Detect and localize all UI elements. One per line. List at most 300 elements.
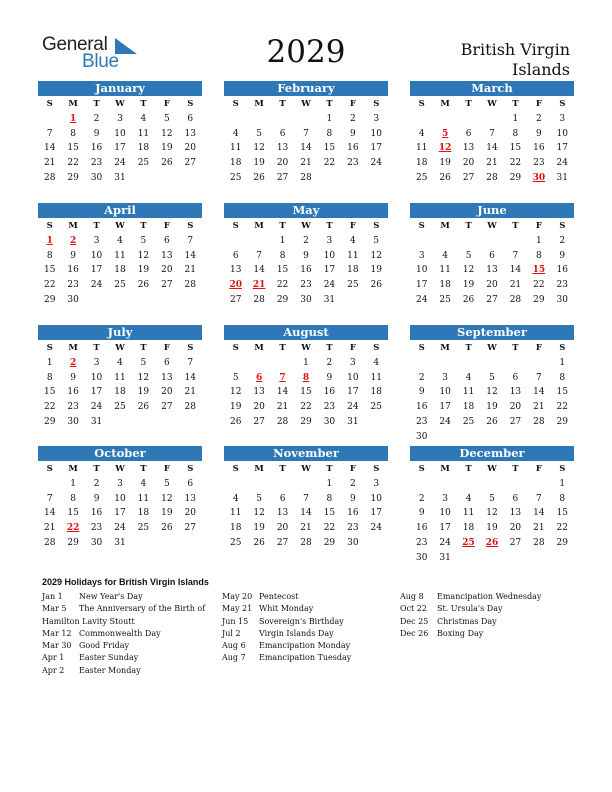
- day-cell: 7: [535, 493, 542, 504]
- day-cell: 23: [67, 280, 79, 291]
- day-cell: 11: [347, 250, 359, 261]
- weekday-label: M: [440, 221, 450, 231]
- holiday-name: Easter Monday: [79, 665, 141, 675]
- month-april: [38, 203, 202, 308]
- day-cell: 24: [439, 416, 451, 427]
- weekday-label: F: [163, 343, 170, 353]
- day-cell: 21: [300, 523, 312, 534]
- holiday-day-cell: 26: [485, 537, 499, 548]
- day-cell: 15: [67, 143, 79, 154]
- day-cell: 3: [93, 357, 100, 368]
- day-cell: 2: [535, 113, 542, 124]
- month-june: [410, 203, 574, 308]
- weekday-label: M: [68, 99, 78, 109]
- day-cell: 12: [486, 508, 498, 519]
- month-day-grid: [38, 341, 202, 430]
- day-cell: 23: [323, 402, 336, 413]
- day-cell: 3: [326, 235, 333, 246]
- weekday-label: S: [187, 221, 194, 231]
- month-day-grid: [410, 462, 574, 566]
- weekday-label: S: [232, 464, 239, 474]
- weekday-label: T: [279, 99, 286, 109]
- weekday-label: T: [140, 343, 147, 353]
- weekday-label: T: [512, 464, 519, 474]
- day-cell: 25: [137, 158, 150, 169]
- day-cell: 10: [90, 250, 103, 261]
- day-cell: 21: [533, 523, 545, 534]
- empty-day-cell: [433, 112, 456, 127]
- holiday-name: Emancipation Wednesday: [437, 592, 542, 601]
- weekday-label: F: [349, 99, 356, 109]
- weekday-label: F: [349, 221, 356, 231]
- day-cell: 18: [137, 143, 150, 154]
- month-january: [38, 81, 202, 186]
- month-title: April: [38, 203, 202, 218]
- weekday-label: M: [254, 221, 264, 231]
- holiday-date: Dec 25: [400, 616, 429, 626]
- day-cell: 10: [347, 372, 359, 383]
- weekday-label: T: [512, 99, 519, 109]
- holiday-entry: [400, 591, 575, 603]
- day-cell: 23: [300, 280, 312, 291]
- day-cell: 27: [486, 294, 498, 305]
- weekday-label: W: [487, 464, 497, 474]
- day-cell: 10: [370, 493, 382, 504]
- weekday-label: F: [535, 343, 542, 353]
- day-cell: 23: [533, 158, 545, 169]
- day-cell: 2: [93, 478, 100, 489]
- day-cell: 27: [184, 523, 196, 534]
- day-cell: 21: [43, 523, 56, 534]
- day-cell: 20: [276, 158, 289, 169]
- day-cell: 30: [67, 294, 79, 305]
- empty-day-cell: [247, 112, 270, 127]
- day-cell: 24: [370, 158, 382, 169]
- day-cell: 19: [253, 523, 265, 534]
- day-cell: 5: [373, 235, 380, 246]
- day-cell: 26: [370, 280, 382, 291]
- weekday-label: T: [279, 464, 286, 474]
- day-cell: 22: [43, 402, 56, 413]
- holiday-entry: [222, 652, 397, 664]
- day-cell: 17: [114, 143, 126, 154]
- empty-day-cell: [457, 477, 480, 492]
- holiday-name: Sovereign's Birthday: [259, 616, 344, 626]
- day-cell: 26: [161, 158, 173, 169]
- day-cell: 4: [349, 235, 356, 246]
- day-cell: 21: [184, 265, 196, 276]
- day-cell: 9: [326, 372, 333, 383]
- day-cell: 11: [229, 143, 242, 154]
- weekday-label: S: [559, 99, 566, 109]
- day-cell: 11: [439, 265, 451, 276]
- day-cell: 2: [559, 235, 566, 246]
- day-cell: 27: [509, 416, 522, 427]
- day-cell: 18: [370, 387, 382, 398]
- day-cell: 20: [184, 143, 196, 154]
- day-cell: 15: [43, 265, 56, 276]
- day-cell: 20: [486, 280, 498, 291]
- day-cell: 24: [415, 294, 428, 305]
- weekday-label: S: [418, 221, 425, 231]
- day-cell: 2: [418, 372, 425, 383]
- weekday-label: M: [254, 343, 264, 353]
- empty-day-cell: [224, 234, 247, 249]
- day-cell: 27: [276, 172, 289, 183]
- day-cell: 4: [442, 250, 448, 261]
- holiday-entry: [400, 628, 575, 640]
- day-cell: 19: [486, 402, 498, 413]
- day-cell: 9: [559, 250, 566, 261]
- day-cell: 29: [67, 537, 79, 548]
- day-cell: 19: [161, 143, 173, 154]
- day-cell: 19: [137, 387, 150, 398]
- day-cell: 18: [347, 265, 359, 276]
- day-cell: 23: [415, 537, 428, 548]
- day-cell: 13: [276, 143, 289, 154]
- holiday-day-cell: 1: [70, 113, 77, 124]
- day-cell: 12: [253, 143, 265, 154]
- day-cell: 6: [187, 478, 194, 489]
- day-cell: 11: [229, 508, 242, 519]
- weekday-label: W: [487, 221, 497, 231]
- day-cell: 31: [347, 416, 359, 427]
- day-cell: 17: [439, 402, 451, 413]
- day-cell: 13: [509, 508, 522, 519]
- holiday-name: St. Ursula's Day: [437, 604, 503, 614]
- weekday-label: S: [418, 99, 425, 109]
- day-cell: 29: [67, 172, 79, 183]
- day-cell: 29: [533, 294, 545, 305]
- day-cell: 21: [184, 387, 196, 398]
- weekday-label: S: [187, 99, 194, 109]
- holiday-name: Pentecost: [259, 592, 299, 601]
- day-cell: 30: [415, 552, 428, 563]
- day-cell: 10: [556, 128, 568, 139]
- day-cell: 17: [90, 387, 103, 398]
- month-title: August: [224, 325, 388, 340]
- day-cell: 1: [46, 357, 53, 368]
- day-cell: 14: [509, 265, 522, 276]
- month-day-grid: [410, 219, 574, 308]
- holiday-date: Apr 1: [42, 653, 65, 663]
- day-cell: 8: [326, 493, 333, 504]
- day-cell: 13: [184, 493, 196, 504]
- empty-day-cell: [480, 112, 503, 127]
- day-cell: 17: [415, 280, 428, 291]
- day-cell: 18: [462, 402, 475, 413]
- weekday-label: T: [140, 221, 147, 231]
- logo-text-blue: Blue: [82, 51, 119, 72]
- day-cell: 30: [556, 294, 568, 305]
- day-cell: 27: [184, 158, 196, 169]
- day-cell: 12: [137, 372, 150, 383]
- holiday-name: Boxing Day: [437, 628, 484, 638]
- month-title: October: [38, 446, 202, 461]
- day-cell: 17: [347, 387, 359, 398]
- holiday-day-cell: 2: [70, 357, 77, 368]
- day-cell: 6: [279, 128, 286, 139]
- day-cell: 8: [279, 250, 286, 261]
- day-cell: 22: [556, 402, 568, 413]
- day-cell: 12: [253, 508, 265, 519]
- day-cell: 26: [137, 402, 150, 413]
- day-cell: 19: [370, 265, 382, 276]
- holiday-name: Virgin Islands Day: [259, 628, 334, 638]
- weekday-label: W: [115, 221, 125, 231]
- day-cell: 18: [415, 158, 428, 169]
- day-cell: 15: [300, 387, 312, 398]
- day-cell: 21: [533, 402, 545, 413]
- weekday-label: M: [254, 99, 264, 109]
- day-cell: 4: [232, 493, 239, 504]
- empty-day-cell: [224, 356, 247, 371]
- day-cell: 4: [232, 128, 239, 139]
- day-cell: 18: [229, 523, 242, 534]
- day-cell: 8: [326, 128, 333, 139]
- holiday-date: Jun 15: [222, 616, 249, 626]
- day-cell: 19: [439, 158, 451, 169]
- day-cell: 24: [90, 280, 103, 291]
- month-day-grid: [224, 97, 388, 186]
- day-cell: 9: [349, 128, 356, 139]
- day-cell: 18: [114, 387, 126, 398]
- month-march: [410, 81, 574, 186]
- day-cell: 6: [163, 357, 170, 368]
- day-cell: 12: [137, 250, 150, 261]
- day-cell: 6: [465, 128, 472, 139]
- day-cell: 9: [418, 387, 425, 398]
- holiday-day-cell: 15: [532, 265, 546, 276]
- holiday-entry: [42, 652, 217, 664]
- day-cell: 18: [439, 280, 451, 291]
- day-cell: 18: [462, 523, 475, 534]
- day-cell: 20: [184, 508, 196, 519]
- holiday-day-cell: 30: [532, 172, 546, 183]
- day-cell: 21: [486, 158, 498, 169]
- day-cell: 12: [462, 265, 475, 276]
- day-cell: 28: [533, 416, 545, 427]
- day-cell: 22: [67, 158, 79, 169]
- month-day-grid: [224, 462, 388, 551]
- day-cell: 8: [559, 493, 566, 504]
- month-day-grid: [410, 97, 574, 186]
- day-cell: 4: [465, 493, 472, 504]
- day-cell: 30: [300, 294, 312, 305]
- day-cell: 17: [370, 143, 382, 154]
- holiday-name: Emancipation Tuesday: [259, 653, 352, 663]
- day-cell: 3: [559, 113, 566, 124]
- day-cell: 17: [90, 265, 103, 276]
- empty-day-cell: [294, 477, 317, 492]
- day-cell: 15: [323, 508, 336, 519]
- day-cell: 17: [439, 523, 451, 534]
- day-cell: 15: [67, 508, 79, 519]
- day-cell: 23: [556, 280, 568, 291]
- weekday-label: T: [512, 343, 519, 353]
- day-cell: 6: [512, 372, 519, 383]
- day-cell: 15: [323, 143, 336, 154]
- day-cell: 10: [323, 250, 336, 261]
- weekday-label: W: [301, 99, 311, 109]
- day-cell: 26: [439, 172, 451, 183]
- day-cell: 28: [509, 294, 522, 305]
- day-cell: 1: [535, 235, 542, 246]
- day-cell: 8: [46, 372, 53, 383]
- empty-day-cell: [457, 356, 480, 371]
- holiday-day-cell: 22: [66, 523, 80, 534]
- empty-day-cell: [294, 112, 317, 127]
- month-day-grid: [224, 341, 388, 430]
- weekday-label: S: [559, 464, 566, 474]
- day-cell: 26: [253, 172, 265, 183]
- day-cell: 14: [300, 143, 312, 154]
- day-cell: 10: [439, 508, 451, 519]
- day-cell: 3: [349, 357, 356, 368]
- day-cell: 27: [462, 172, 475, 183]
- empty-day-cell: [271, 356, 294, 371]
- day-cell: 22: [300, 402, 312, 413]
- day-cell: 27: [161, 402, 173, 413]
- weekday-label: S: [418, 343, 425, 353]
- day-cell: 22: [509, 158, 522, 169]
- weekday-label: M: [440, 99, 450, 109]
- day-cell: 28: [43, 172, 56, 183]
- day-cell: 5: [163, 478, 170, 489]
- day-cell: 6: [512, 493, 519, 504]
- day-cell: 29: [509, 172, 522, 183]
- day-cell: 22: [323, 523, 336, 534]
- weekday-label: W: [487, 343, 497, 353]
- empty-day-cell: [247, 356, 270, 371]
- day-cell: 11: [114, 250, 126, 261]
- month-title: December: [410, 446, 574, 461]
- weekday-label: F: [163, 464, 170, 474]
- day-cell: 29: [43, 416, 56, 427]
- weekday-label: T: [465, 221, 472, 231]
- day-cell: 20: [462, 158, 475, 169]
- day-cell: 18: [114, 265, 126, 276]
- holiday-date: May 21: [222, 604, 253, 614]
- empty-day-cell: [38, 112, 61, 127]
- day-cell: 12: [370, 250, 382, 261]
- empty-day-cell: [480, 477, 503, 492]
- holidays-column: [222, 591, 397, 665]
- weekday-label: T: [326, 221, 333, 231]
- day-cell: 5: [465, 250, 472, 261]
- empty-day-cell: [271, 112, 294, 127]
- weekday-label: F: [163, 221, 170, 231]
- day-cell: 14: [276, 387, 289, 398]
- weekday-label: T: [93, 464, 100, 474]
- month-title: June: [410, 203, 574, 218]
- day-cell: 27: [253, 416, 265, 427]
- month-title: November: [224, 446, 388, 461]
- holiday-date: Dec 26: [400, 628, 429, 638]
- day-cell: 6: [187, 113, 194, 124]
- holiday-entry: [222, 591, 397, 603]
- day-cell: 8: [512, 128, 519, 139]
- day-cell: 23: [347, 158, 359, 169]
- holiday-date: Aug 6: [222, 641, 246, 651]
- holiday-date: May 20: [222, 592, 253, 601]
- day-cell: 22: [276, 280, 289, 291]
- weekday-label: T: [326, 99, 333, 109]
- holiday-entry: [222, 628, 397, 640]
- holiday-date: Jul 2: [222, 628, 241, 638]
- day-cell: 28: [43, 537, 56, 548]
- day-cell: 10: [415, 265, 428, 276]
- holiday-day-cell: 7: [279, 372, 286, 383]
- day-cell: 19: [486, 523, 498, 534]
- holiday-entry: [42, 616, 217, 628]
- holiday-day-cell: 25: [462, 537, 475, 548]
- day-cell: 24: [370, 523, 382, 534]
- day-cell: 14: [43, 143, 56, 154]
- day-cell: 5: [163, 113, 170, 124]
- day-cell: 25: [114, 402, 126, 413]
- empty-day-cell: [504, 356, 527, 371]
- day-cell: 3: [373, 478, 380, 489]
- weekday-label: M: [68, 343, 78, 353]
- day-cell: 26: [462, 294, 475, 305]
- month-title: July: [38, 325, 202, 340]
- day-cell: 27: [509, 537, 522, 548]
- weekday-label: S: [373, 343, 380, 353]
- weekday-label: S: [46, 343, 53, 353]
- month-day-grid: [410, 341, 574, 445]
- day-cell: 10: [439, 387, 451, 398]
- day-cell: 9: [93, 128, 100, 139]
- day-cell: 11: [370, 372, 382, 383]
- weekday-label: S: [559, 343, 566, 353]
- day-cell: 15: [509, 143, 522, 154]
- day-cell: 7: [535, 372, 542, 383]
- empty-day-cell: [410, 477, 433, 492]
- day-cell: 15: [556, 508, 568, 519]
- day-cell: 5: [140, 357, 147, 368]
- day-cell: 12: [486, 387, 498, 398]
- day-cell: 13: [509, 387, 522, 398]
- day-cell: 8: [70, 493, 76, 504]
- day-cell: 16: [67, 265, 79, 276]
- day-cell: 1: [559, 478, 566, 489]
- day-cell: 17: [323, 265, 336, 276]
- day-cell: 23: [90, 523, 103, 534]
- day-cell: 4: [373, 357, 380, 368]
- month-may: [224, 203, 388, 308]
- day-cell: 27: [276, 537, 289, 548]
- day-cell: 23: [67, 402, 79, 413]
- day-cell: 5: [256, 128, 262, 139]
- day-cell: 23: [90, 158, 103, 169]
- empty-day-cell: [433, 477, 456, 492]
- holiday-entry: [42, 591, 217, 603]
- month-title: September: [410, 325, 574, 340]
- day-cell: 5: [140, 235, 147, 246]
- holiday-entry: [42, 640, 217, 652]
- holiday-day-cell: 2: [70, 235, 77, 246]
- weekday-label: S: [232, 221, 239, 231]
- day-cell: 28: [184, 280, 196, 291]
- day-cell: 18: [229, 158, 242, 169]
- holiday-day-cell: 1: [46, 235, 53, 246]
- day-cell: 1: [70, 478, 76, 489]
- holiday-entry: [222, 616, 397, 628]
- day-cell: 16: [90, 508, 103, 519]
- weekday-label: F: [535, 221, 542, 231]
- weekday-label: T: [326, 343, 333, 353]
